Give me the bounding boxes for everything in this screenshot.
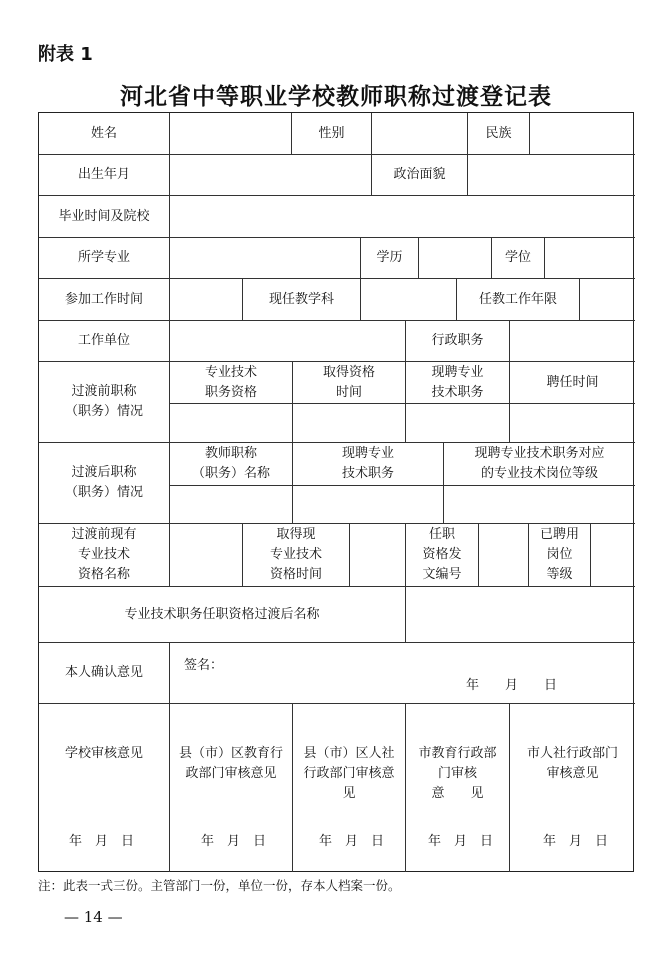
label-work-start: 参加工作时间 <box>39 279 170 321</box>
registration-table <box>38 112 634 872</box>
input-work-start[interactable] <box>170 279 243 321</box>
label-after-name: 教师职称 （职务）名称 <box>170 443 293 486</box>
input-before-hire-time[interactable] <box>510 404 635 443</box>
label-admin-post: 行政职务 <box>406 321 510 362</box>
input-ethnicity[interactable] <box>530 113 635 155</box>
form-title: 河北省中等职业学校教师职称过渡登记表 <box>120 84 552 110</box>
input-before-qual-time[interactable] <box>293 404 406 443</box>
label-after-title: 过渡后职称 （职务）情况 <box>39 443 170 524</box>
label-county-edu: 县（市）区教育行 政部门审核意见 <box>170 704 293 872</box>
label-education: 学历 <box>361 238 419 279</box>
label-after-qual-name: 专业技术职务任职资格过渡后名称 <box>39 587 406 643</box>
label-qual-name: 过渡前现有 专业技术 资格名称 <box>39 524 170 587</box>
label-before-title: 过渡前职称 （职务）情况 <box>39 362 170 443</box>
input-name[interactable] <box>170 113 292 155</box>
self-confirm-date: 年 月 日 <box>466 678 558 693</box>
label-qual-time: 取得现 专业技术 资格时间 <box>243 524 350 587</box>
label-city-hr: 市人社行政部门 审核意见 <box>526 746 618 781</box>
input-current-subject[interactable] <box>361 279 457 321</box>
input-gender[interactable] <box>372 113 468 155</box>
label-county-hr: 县（市）区人社 行政部门审核意 见 <box>293 704 406 872</box>
input-qual-name[interactable] <box>170 524 243 587</box>
input-work-unit[interactable] <box>170 321 406 362</box>
input-major[interactable] <box>170 238 361 279</box>
input-birth[interactable] <box>170 155 372 196</box>
label-name: 姓名 <box>39 113 170 155</box>
label-city-edu: 市教育行政部 门审核 意 见 <box>406 704 510 872</box>
label-current-subject: 现任教学科 <box>243 279 361 321</box>
input-education[interactable] <box>419 238 492 279</box>
footnote: 注：此表一式三份。主管部门一份，单位一份，存本人档案一份。 <box>38 878 401 893</box>
label-before-qual: 专业技术 职务资格 <box>170 362 293 404</box>
label-degree: 学位 <box>492 238 545 279</box>
label-self-confirm: 本人确认意见 <box>39 643 170 704</box>
city-edu-date: 年 月 日 <box>428 834 494 849</box>
input-qual-time[interactable] <box>350 524 406 587</box>
input-before-qual[interactable] <box>170 404 293 443</box>
label-graduation: 毕业时间及院校 <box>39 196 170 238</box>
attachment-label: 附表 1 <box>38 44 93 65</box>
input-after-qual-name[interactable] <box>406 587 635 643</box>
label-gender: 性别 <box>292 113 372 155</box>
signature-label: 签名： <box>184 658 224 673</box>
page-number: — 14 — <box>64 908 123 926</box>
school-review-date: 年 月 日 <box>69 834 135 849</box>
county-hr-date: 年 月 日 <box>319 834 385 849</box>
label-after-current-post: 现聘专业 技术职务 <box>293 443 444 486</box>
label-work-unit: 工作单位 <box>39 321 170 362</box>
input-teaching-years[interactable] <box>580 279 635 321</box>
input-graduation[interactable] <box>170 196 635 238</box>
label-political: 政治面貌 <box>372 155 468 196</box>
label-after-level: 现聘专业技术职务对应 的专业技术岗位等级 <box>444 443 635 486</box>
input-after-level[interactable] <box>444 486 635 524</box>
input-self-confirm[interactable] <box>170 643 635 704</box>
input-political[interactable] <box>468 155 635 196</box>
county-edu-date: 年 月 日 <box>201 834 267 849</box>
input-admin-post[interactable] <box>510 321 635 362</box>
label-before-hire-time: 聘任时间 <box>510 362 635 404</box>
input-after-name[interactable] <box>170 486 293 524</box>
label-school-review: 学校审核意见 <box>39 704 170 872</box>
label-before-qual-time: 取得资格 时间 <box>293 362 406 404</box>
label-birth: 出生年月 <box>39 155 170 196</box>
label-teaching-years: 任教工作年限 <box>457 279 580 321</box>
input-degree[interactable] <box>545 238 635 279</box>
city-hr-date: 年 月 日 <box>543 834 609 849</box>
label-doc-no: 任职 资格发 文编号 <box>406 524 479 587</box>
input-after-current-post[interactable] <box>293 486 444 524</box>
input-before-current-post[interactable] <box>406 404 510 443</box>
input-hired-level[interactable] <box>591 524 635 587</box>
input-doc-no[interactable] <box>479 524 529 587</box>
label-major: 所学专业 <box>39 238 170 279</box>
label-ethnicity: 民族 <box>468 113 530 155</box>
label-before-current-post: 现聘专业 技术职务 <box>406 362 510 404</box>
label-hired-level: 已聘用 岗位 等级 <box>529 524 591 587</box>
